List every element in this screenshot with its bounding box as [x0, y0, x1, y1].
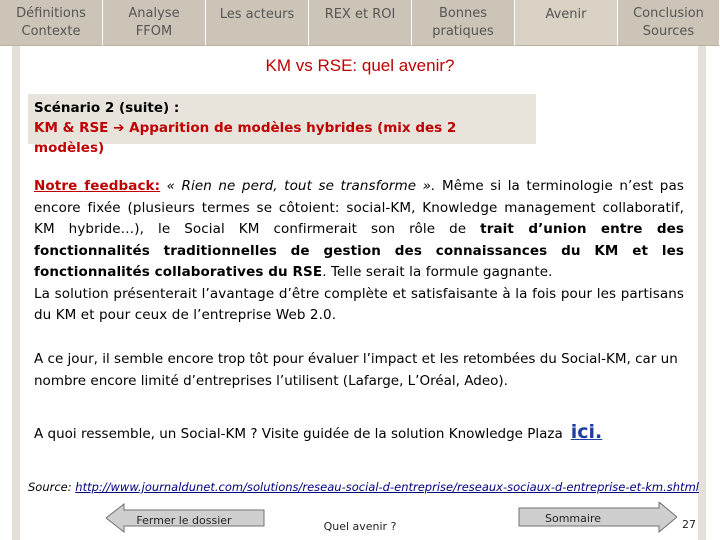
page-number: 27	[682, 518, 696, 531]
feedback-quote: « Rien ne perd, tout se transforme ».	[160, 178, 436, 194]
quel-avenir-label: Quel avenir ?	[323, 520, 397, 533]
tab-rex-roi[interactable]: REX et ROI	[309, 0, 412, 46]
tab-bonnes-pratiques[interactable]: Bonnes pratiques	[412, 0, 515, 46]
top-navigation	[0, 0, 720, 46]
tab-analyse-ffom[interactable]: Analyse FFOM	[103, 0, 206, 46]
feedback-text1: Même si la terminologie n’est pas encore fixée (plusieurs termes se côtoient: social-KM, Knowledge management collaboratif, KM hybride…), le Social KM confirmerait son rôle de	[34, 178, 684, 237]
impact-paragraph: A ce jour, il semble encore trop tôt pour évaluer l’impact et les retombées du Social-KM, car un nombre encore limité d’entreprises l’utilisent (Lafarge, L’Oréal, Adeo).	[34, 351, 678, 389]
tab-avenir[interactable]: Avenir	[515, 0, 618, 46]
feedback-label: Notre feedback:	[34, 178, 161, 194]
sommaire-button[interactable]	[505, 502, 677, 534]
scenario-prefix: KM & RSE	[34, 120, 114, 136]
close-dossier-label: Fermer le dossier	[136, 514, 232, 527]
scenario-suffix: Apparition de modèles hybrides (mix des 2 modèles)	[34, 120, 457, 156]
feedback-paragraph	[34, 176, 684, 327]
scenario-line1: Scénario 2 (suite) :	[34, 100, 180, 116]
slide-title: KM vs RSE: quel avenir?	[265, 56, 455, 75]
scenario-line2	[34, 118, 530, 158]
feedback-bold: trait d’union entre des fonctionnalités traditionnelles de gestion des connaissances du KM et les fonctionnalités collaboratives du RSE	[34, 221, 684, 280]
source-label: Source:	[28, 480, 76, 494]
tab-les-acteurs[interactable]: Les acteurs	[206, 0, 309, 46]
feedback-text2: . Telle serait la formule gagnante.	[322, 264, 553, 280]
tab-definitions-contexte[interactable]: Définitions Contexte	[0, 0, 103, 46]
source-line	[28, 480, 708, 494]
visit-text: A quoi ressemble, un Social-KM ? Visite guidée de la solution Knowledge Plaza	[34, 426, 563, 442]
close-dossier-button[interactable]	[106, 502, 278, 534]
feedback-text3: La solution présenterait l’avantage d’être complète et satisfaisante à la fois pour les partisans du KM et pour ceux de l’entreprise Web 2.0.	[34, 285, 684, 323]
right-arrow-icon: ➔	[113, 120, 125, 136]
scenario-box	[28, 94, 536, 156]
tab-conclusion-sources[interactable]: Conclusion Sources	[618, 0, 720, 46]
sommaire-label: Sommaire	[545, 512, 601, 525]
ici-link[interactable]: ici.	[570, 421, 603, 443]
source-link[interactable]: http://www.journaldunet.com/solutions/reseau-social-d-entreprise/reseaux-sociaux-d-entreprise-et-km.shtml	[75, 480, 699, 494]
visit-paragraph	[34, 422, 694, 444]
